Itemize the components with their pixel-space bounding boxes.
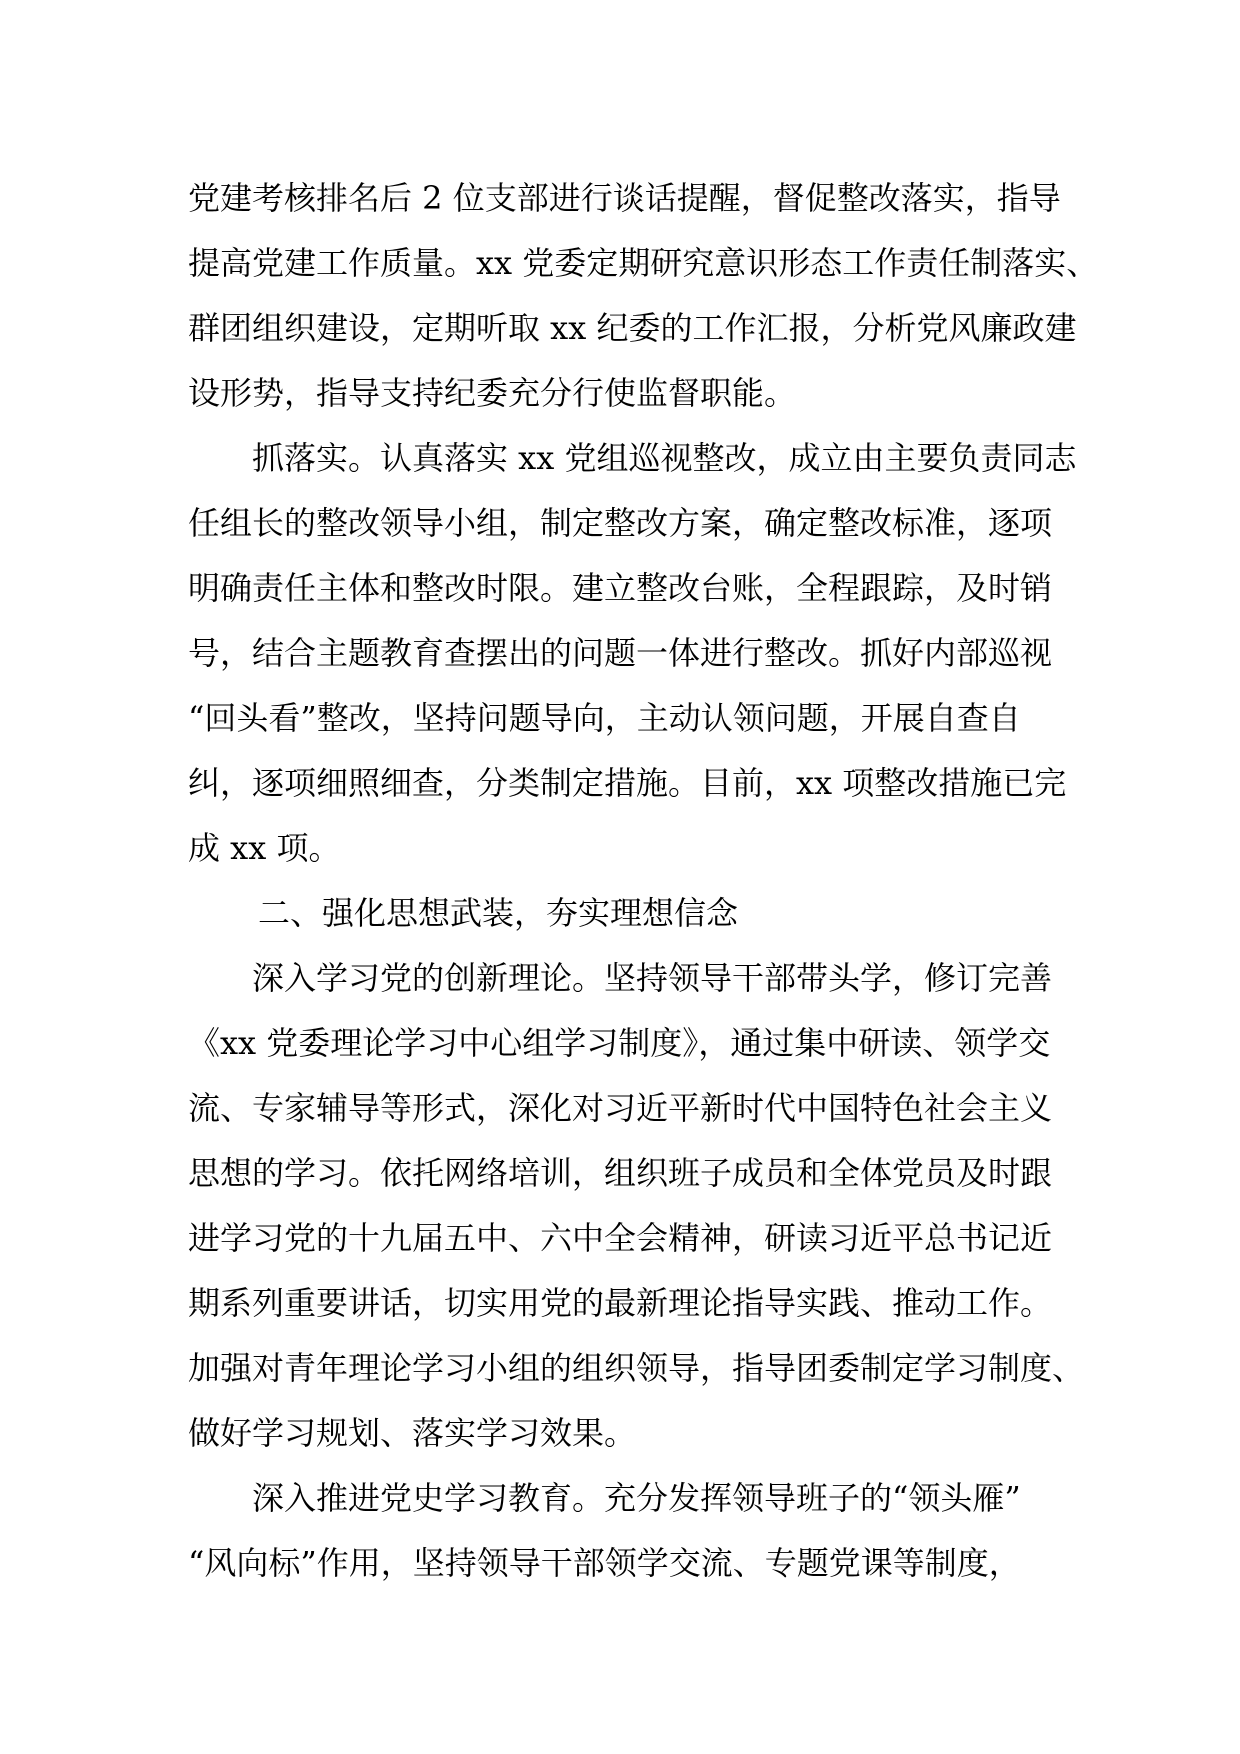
text-line: 加强对青年理论学习小组的组织领导，指导团委制定学习制度、 [188,1349,1085,1387]
text-line: “风向标”作用，坚持领导干部领学交流、专题党课等制度， [188,1544,1021,1582]
text-line: 期系列重要讲话，切实用党的最新理论指导实践、推动工作。 [188,1284,1053,1322]
text-line: 流、专家辅导等形式，深化对习近平新时代中国特色社会主义 [188,1089,1053,1127]
text-line: 明确责任主体和整改时限。建立整改台账，全程跟踪，及时销 [188,569,1053,607]
text-line: 《xx 党委理论学习中心组学习制度》，通过集中研读、领学交 [188,1024,1051,1062]
text-line: 纠，逐项细照细查，分类制定措施。目前，xx 项整改措施已完 [188,764,1067,802]
text-line: 党建考核排名后 2 位支部进行谈话提醒，督促整改落实，指导 [188,179,1061,217]
body-text [188,166,1099,1596]
section-heading: 二、强化思想武装，夯实理想信念 [258,894,739,932]
text-line: 群团组织建设，定期听取 xx 纪委的工作汇报，分析党风廉政建 [188,309,1077,347]
paragraph-start-line: 抓落实。认真落实 xx 党组巡视整改，成立由主要负责同志 [252,439,1077,477]
text-line: 做好学习规划、落实学习效果。 [188,1414,637,1452]
text-line: 进学习党的十九届五中、六中全会精神，研读习近平总书记近 [188,1219,1053,1257]
text-line: 号，结合主题教育查摆出的问题一体进行整改。抓好内部巡视 [188,634,1053,672]
text-line: 成 xx 项。 [188,829,341,867]
paragraph-start-line: 深入学习党的创新理论。坚持领导干部带头学，修订完善 [252,959,1053,997]
text-line: “回头看”整改，坚持问题导向，主动认领问题，开展自查自 [188,699,1021,737]
text-line: 思想的学习。依托网络培训，组织班子成员和全体党员及时跟 [188,1154,1053,1192]
text-line: 提高党建工作质量。xx 党委定期研究意识形态工作责任制落实、 [188,244,1099,282]
paragraph-start-line: 深入推进党史学习教育。充分发挥领导班子的“领头雁” [252,1479,1021,1517]
text-line: 设形势，指导支持纪委充分行使监督职能。 [188,374,797,412]
text-line: 任组长的整改领导小组，制定整改方案，确定整改标准，逐项 [188,504,1053,542]
